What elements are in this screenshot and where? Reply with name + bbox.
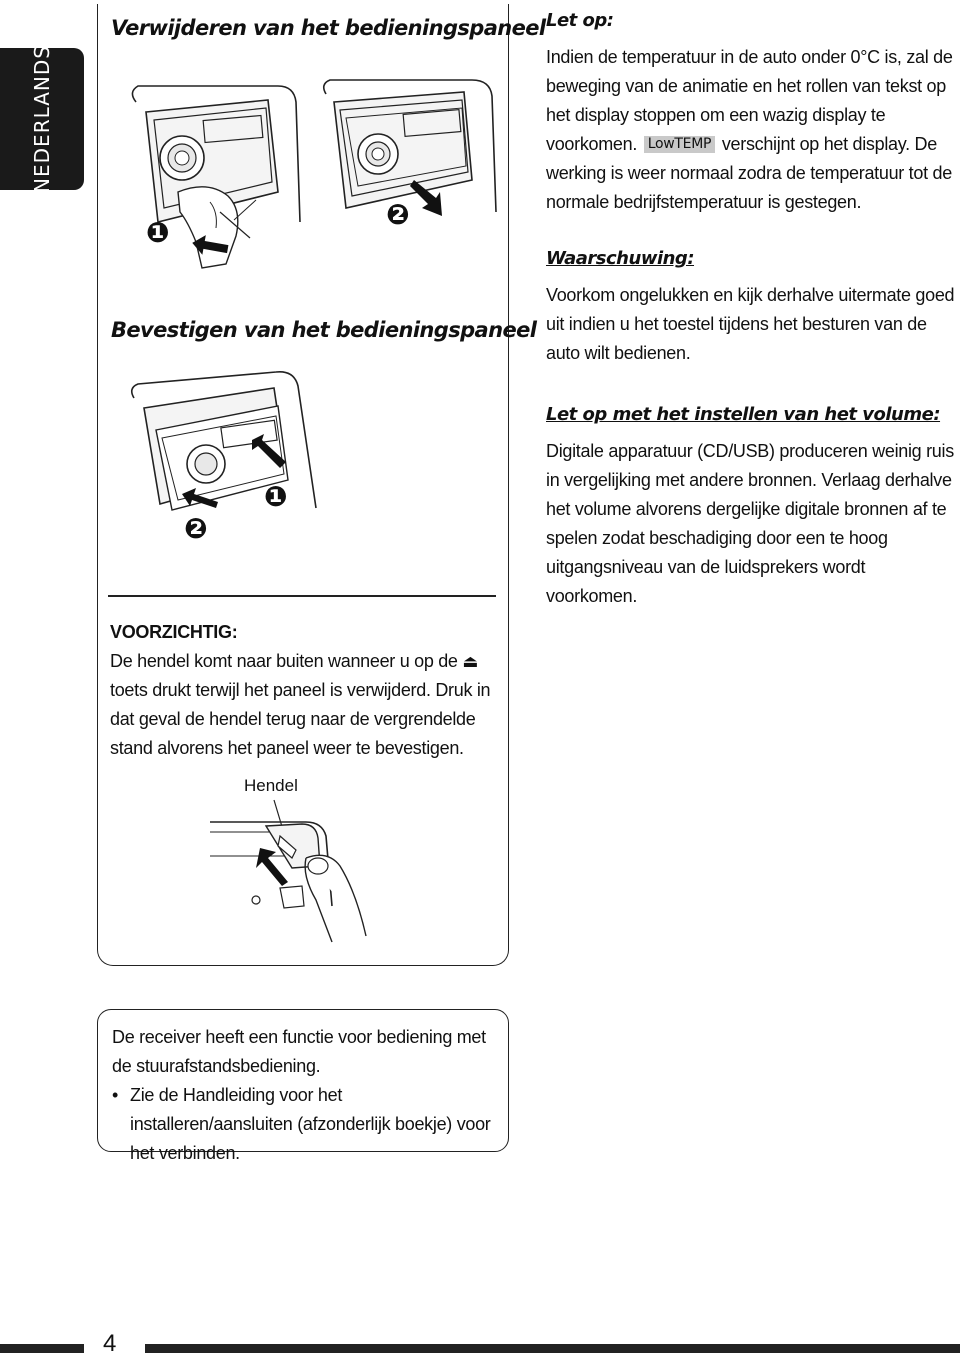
volume-title: Let op met het instellen van het volume: — [546, 404, 941, 425]
eject-icon: ⏏ — [462, 652, 479, 671]
note-let-op-text-start: Indien de temperatuur in de auto onder 0°C is, zal de beweging van de animatie en het rollen van tekst op het display stoppen om een wazig display te voorkomen. — [546, 47, 953, 154]
remove-panel-title: Verwijderen van het bedieningspaneel — [111, 16, 546, 40]
footer-rule-left — [0, 1344, 84, 1353]
warning-title: Waarschuwing: — [546, 248, 695, 269]
note-let-op-text — [546, 43, 956, 217]
step-two-badge: ❷ — [184, 512, 208, 545]
bullet-marker: • — [112, 1085, 119, 1105]
step-one-badge: ❶ — [146, 216, 170, 249]
remote-info-box — [97, 1009, 509, 1163]
attach-panel-title: Bevestigen van het bedieningspaneel — [111, 318, 537, 342]
note-let-op-title: Let op: — [546, 10, 614, 31]
volume-note — [546, 400, 956, 611]
page-number: 4 — [103, 1330, 117, 1357]
attach-panel-illustration — [126, 368, 326, 548]
warning-note — [546, 244, 956, 368]
footer-rule-right — [145, 1344, 960, 1353]
arrow-icon — [248, 432, 288, 470]
lever-illustration — [206, 796, 386, 946]
caution-text-rest: toets drukt terwijl het paneel is verwijderd. Druk in dat geval de hendel terug naar de vergrendelde stand alvorens het paneel weer te bevestigen. — [110, 680, 491, 758]
arrow-icon — [190, 232, 230, 260]
note-let-op-text-end: verschijnt op het display. De werking is weer normaal zodra de temperatuur tot de normale bedrijfstemperatuur is gestegen. — [546, 134, 952, 212]
volume-text: Digitale apparatuur (CD/USB) produceren weinig ruis in vergelijking met andere bronnen. Verlaag derhalve het volume alvorens dergelijke digitale bronnen af te spelen zodat beschadiging door een te hoog uitgangsniveau van de luidsprekers wordt voorkomen. — [546, 441, 954, 606]
remote-info-bullet — [112, 1081, 496, 1168]
remote-info-text: De receiver heeft een functie voor bediening met de stuurafstandsbediening. — [112, 1027, 486, 1076]
caution-text-start: De hendel komt naar buiten wanneer u op de — [110, 651, 463, 671]
lever-label: Hendel — [244, 776, 298, 795]
caution-text — [110, 647, 502, 763]
warning-text: Voorkom ongelukken en kijk derhalve uitermate goed uit indien u het toestel tijdens het besturen van de auto wilt bedienen. — [546, 285, 955, 363]
caution-heading: VOORZICHTIG: — [110, 622, 238, 642]
caution-block — [110, 618, 502, 763]
language-tab — [0, 45, 84, 193]
language-tab-label: NEDERLANDS — [30, 45, 54, 193]
arrow-icon — [410, 176, 446, 222]
note-let-op — [546, 6, 956, 217]
arrow-icon — [180, 488, 220, 512]
step-one-badge: ❶ — [264, 480, 288, 513]
lowtemp-badge: LowTEMP — [644, 136, 715, 153]
divider — [108, 595, 496, 597]
step-two-badge: ❷ — [386, 198, 410, 231]
remote-info-bullet-text: Zie de Handleiding voor het installeren/aansluiten (afzonderlijk boekje) voor het verbinden. — [130, 1085, 491, 1163]
